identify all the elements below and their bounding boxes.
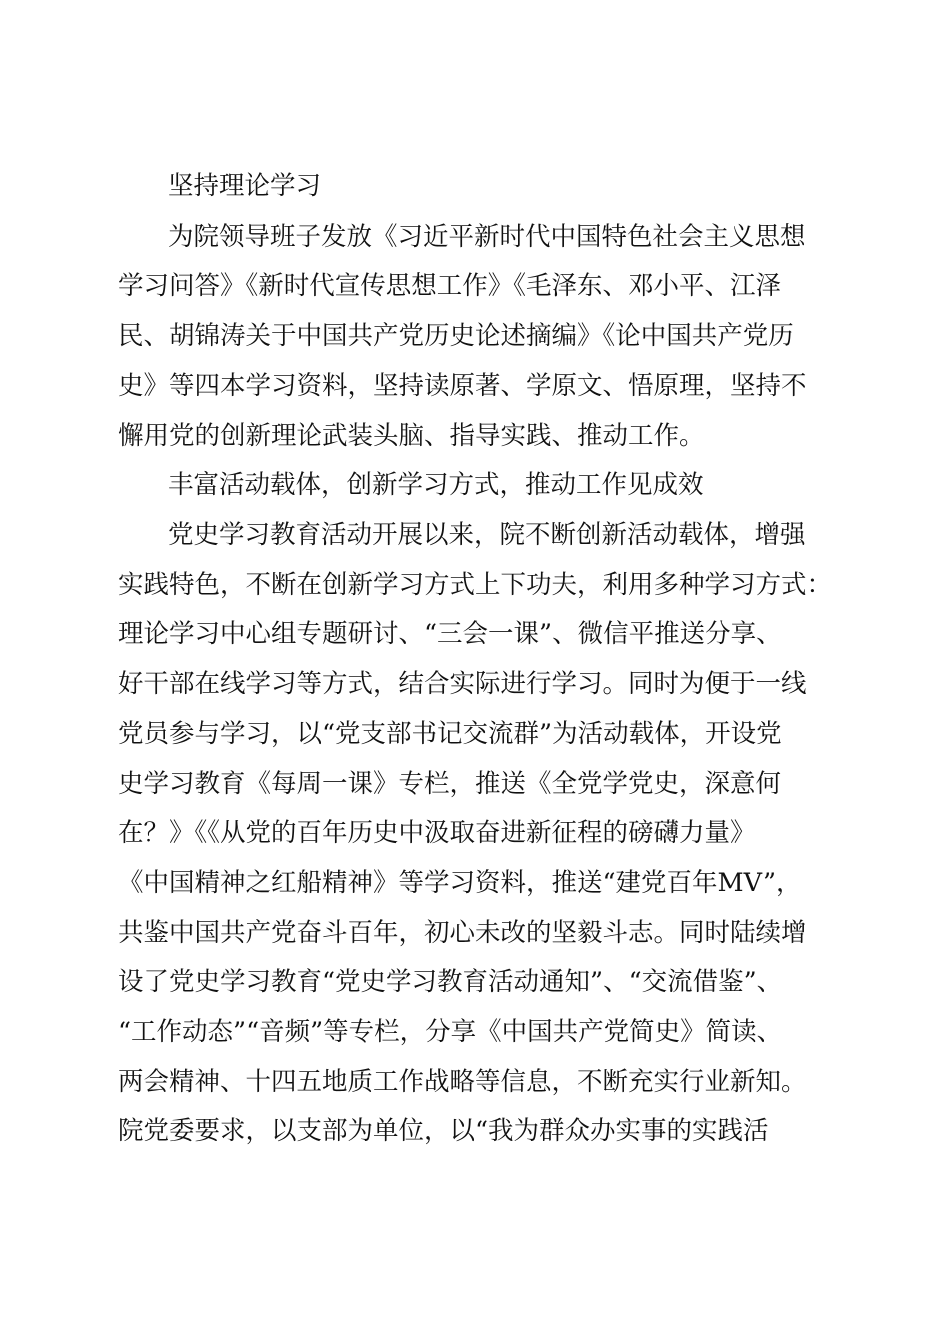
paragraph-line: 好干部在线学习等方式，结合实际进行学习。同时为便于一线 — [118, 669, 807, 699]
paragraph-line: 党员参与学习，以“党支部书记交流群”为活动载体，开设党 — [118, 719, 782, 749]
paragraph-line: 为院领导班子发放《习近平新时代中国特色社会主义思想 — [168, 222, 806, 252]
section-heading-theory-study: 坚持理论学习 — [168, 171, 322, 201]
paragraph-line: 共鉴中国共产党奋斗百年，初心未改的坚毅斗志。同时陆续增 — [118, 918, 807, 948]
paragraph-line: 学习问答》《新时代宣传思想工作》《毛泽东、邓小平、江泽 — [118, 271, 782, 301]
paragraph-line: 院党委要求，以支部为单位，以“我为群众办实事的实践活 — [118, 1116, 769, 1146]
paragraph-line: 两会精神、十四五地质工作战略等信息，不断充实行业新知。 — [118, 1067, 807, 1097]
paragraph-line: 懈用党的创新理论武装头脑、指导实践、推动工作。 — [118, 421, 705, 451]
paragraph-line: 设了党史学习教育“党史学习教育活动通知”、“交流借鉴”、 — [118, 967, 783, 997]
paragraph-line: 在？》《《从党的百年历史中汲取奋进新征程的磅礴力量》 — [118, 818, 756, 848]
paragraph-line: 理论学习中心组专题研讨、“三会一课”、微信平推送分享、 — [118, 619, 782, 649]
paragraph-line: 史》等四本学习资料，坚持读原著、学原文、悟原理，坚持不 — [118, 371, 807, 401]
paragraph-line: 党史学习教育活动开展以来，院不断创新活动载体，增强 — [168, 520, 806, 550]
paragraph-line: “工作动态”“音频”等专栏，分享《中国共产党简史》简读、 — [118, 1017, 783, 1047]
paragraph-line: 史学习教育《每周一课》专栏，推送《全党学党史，深意何 — [118, 769, 782, 799]
paragraph-line: 《中国精神之红船精神》等学习资料，推送“建党百年MV”， — [118, 868, 802, 898]
section-heading-activities: 丰富活动载体，创新学习方式，推动工作见成效 — [168, 470, 704, 500]
paragraph-line: 实践特色，不断在创新学习方式上下功夫，利用多种学习方式： — [118, 570, 833, 600]
paragraph-line: 民、胡锦涛关于中国共产党历史论述摘编》《论中国共产党历 — [118, 321, 794, 351]
